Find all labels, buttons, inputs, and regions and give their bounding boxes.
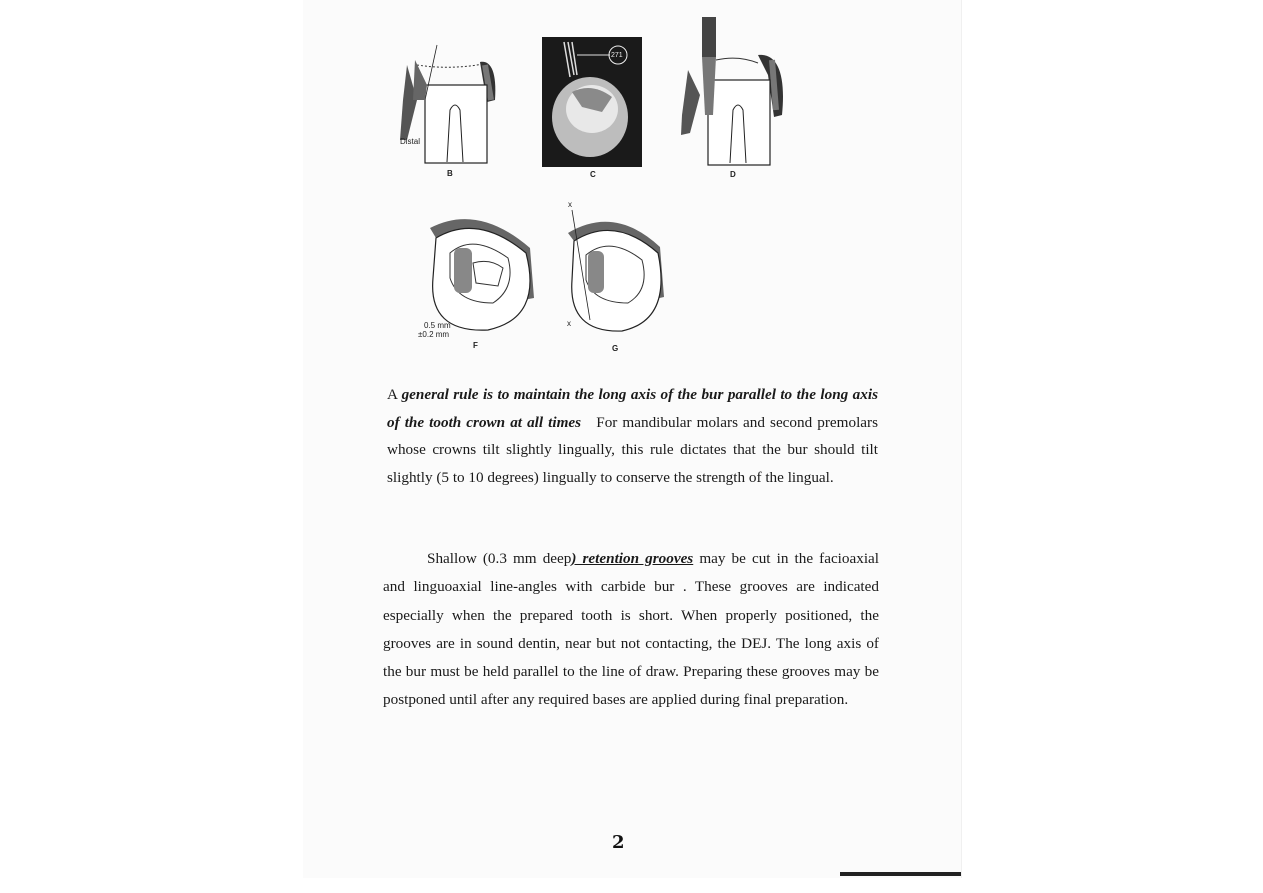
figure-g-drawing [560, 205, 670, 340]
figure-g-label: G [612, 344, 619, 353]
paragraph1-emphasis: general rule is to maintain the long axis of the bur parallel to the long axis of the tooth crown at all times [387, 386, 878, 431]
figure-d-label: D [730, 170, 736, 179]
paragraph1-rest: For mandibular molars and second premolars whose crowns tilt slightly lingually, this rule dictates that the bur should tilt slightly (5 to 10 degrees) lingually to conserve the strength of the lingual. [387, 413, 878, 486]
measure-2: ±0.2 mm [418, 330, 450, 339]
bur-number-label: 271 [611, 52, 623, 59]
figure-d-drawing [678, 15, 788, 170]
axis-mark-bottom: x [567, 319, 571, 328]
page-edge-shadow [840, 872, 961, 876]
page-number: 2 [612, 832, 625, 853]
figure-b-drawing [395, 40, 505, 170]
paragraph2-retention-grooves: ) retention grooves [571, 550, 694, 567]
paragraph-retention-grooves [383, 545, 879, 715]
paragraph-bur-axis-rule [387, 381, 878, 491]
figure-c-label: C [590, 170, 596, 179]
axis-mark-top: x [568, 200, 572, 209]
distal-label: Distal [400, 137, 421, 146]
measure-1: 0.5 mm [424, 321, 451, 330]
figure-f-drawing [418, 208, 538, 338]
paragraph1-lead: A [387, 386, 398, 403]
paragraph2-before: Shallow (0.3 mm deep [427, 550, 572, 567]
figure-f-label: F [473, 341, 478, 350]
figure-b-label: B [447, 169, 453, 178]
figure-c-photo [542, 37, 642, 167]
paragraph2-after: may be cut in the facioaxial and linguoaxial line-angles with carbide bur . These grooves are indicated especially when the prepared tooth is short. When properly positioned, the grooves are in sound dentin, near but not contacting, the DEJ. The long axis of the bur must be held parallel to the line of draw. Preparing these grooves may be postponed until after any required bases are applied during final preparation. [383, 550, 880, 709]
